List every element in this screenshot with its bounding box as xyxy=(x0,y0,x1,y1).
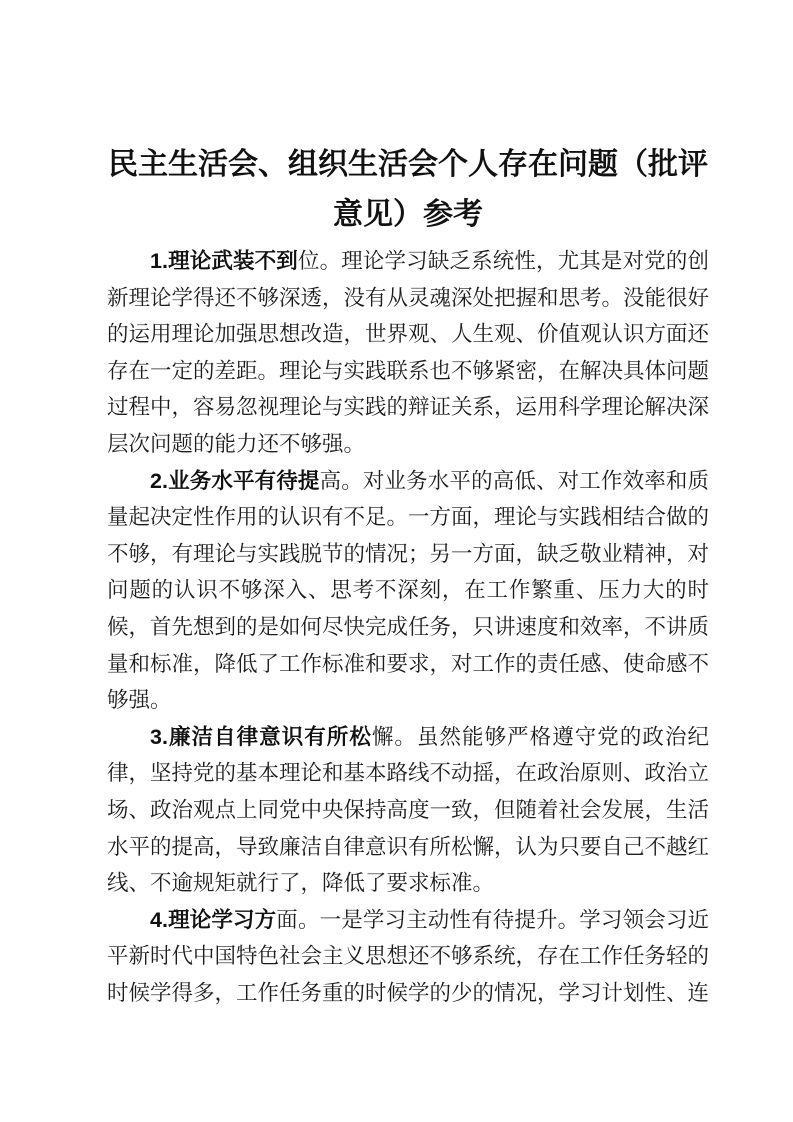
document-body xyxy=(107,243,709,1011)
paragraph-2-text: 高。对业务水平的高低、对工作效率和质量起决定性作用的认识有不足。一方面，理论与实践相结合做的不够，有理论与实践脱节的情况；另一方面，缺乏敬业精神，对问题的认识不够深入、思考不深刻，在工作繁重、压力大的时候，首先想到的是如何尽快完成任务，只讲速度和效率，不讲质量和标准，降低了工作标准和要求，对工作的责任感、使命感不够强。 xyxy=(107,468,710,713)
paragraph-4-text: 面。一是学习主动性有待提升。学习领会习近平新时代中国特色社会主义思想还不够系统，存在工作任务轻的时候学得多，工作任务重的时候学的少的情况，学习计划性、连 xyxy=(107,907,710,1005)
paragraph-3-lead: 3.廉洁自律意识有所松 xyxy=(150,724,372,749)
paragraph-3 xyxy=(107,719,709,902)
paragraph-4-lead: 4.理论学习方 xyxy=(150,907,277,932)
paragraph-4 xyxy=(107,902,709,1012)
paragraph-1-text: 位。理论学习缺乏系统性，尤其是对党的创新理论学得还不够深透，没有从灵魂深处把握和思考。没能很好的运用理论加强思想改造，世界观、人生观、价值观认识方面还存在一定的差距。理论与实践联系也不够紧密，在解决具体问题过程中，容易忽视理论与实践的辩证关系，运用科学理论解决深层次问题的能力还不够强。 xyxy=(107,249,710,456)
paragraph-2-lead: 2.业务水平有待提 xyxy=(150,468,320,493)
document-title: 民主生活会、组织生活会个人存在问题（批评意见）参考 xyxy=(108,148,708,231)
paragraph-1-lead: 1.理论武装不到 xyxy=(150,249,298,273)
paragraph-3-text: 懈。虽然能够严格遵守党的政治纪律，坚持党的基本理论和基本路线不动摇，在政治原则、政治立场、政治观点上同党中央保持高度一致，但随着社会发展，生活水平的提高，导致廉洁自律意识有所松懈，认为只要自己不越红线、不逾规矩就行了，降低了要求标准。 xyxy=(107,724,710,896)
paragraph-2 xyxy=(107,463,709,719)
paragraph-1 xyxy=(107,243,709,463)
